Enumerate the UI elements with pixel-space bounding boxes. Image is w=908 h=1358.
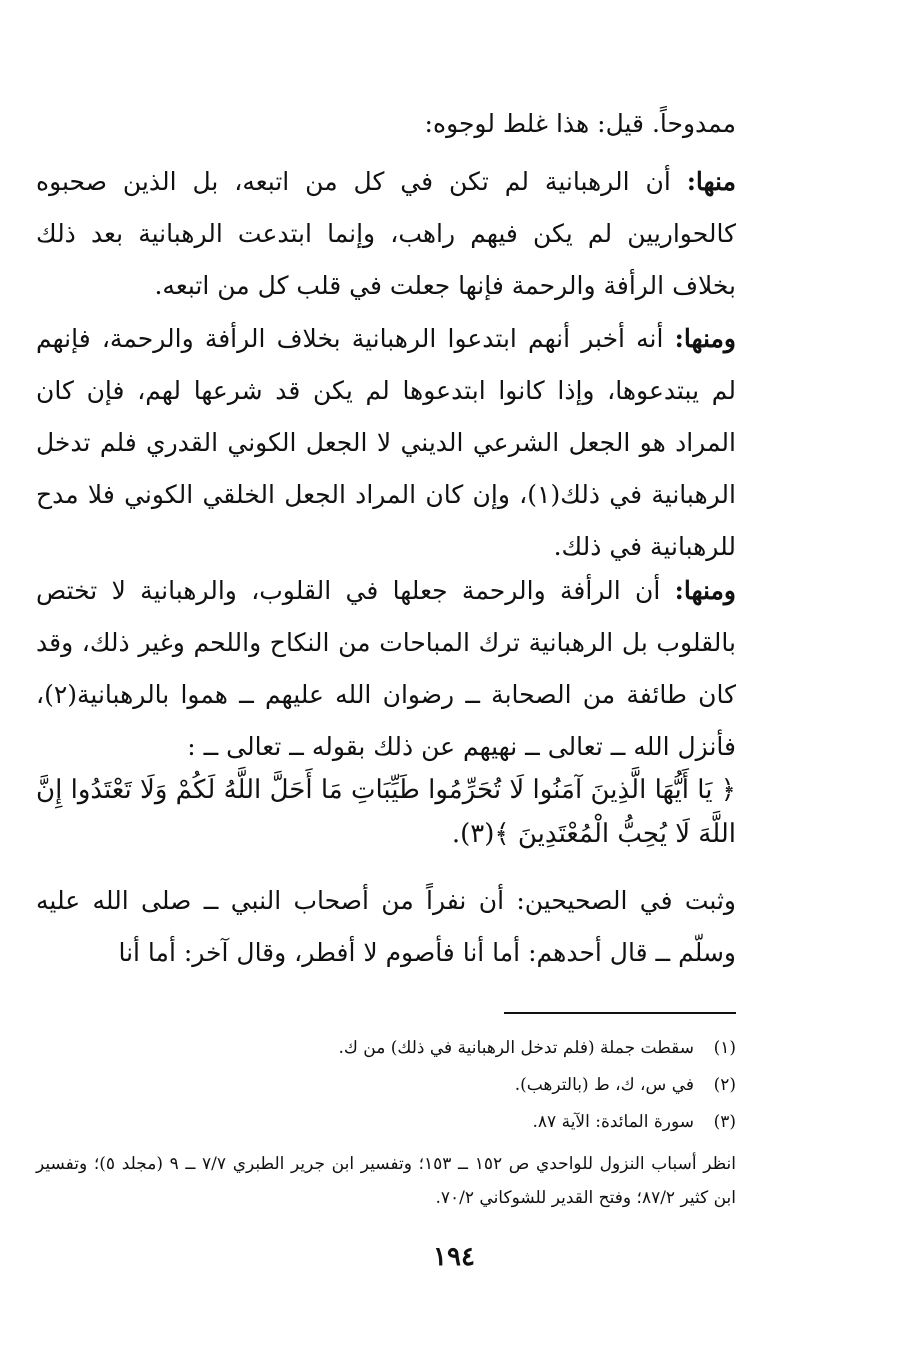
page-number: ١٩٤ [433,1242,475,1272]
footnote-text: سقطت جملة (فلم تدخل الرهبانية في ذلك) من ك. [338,1038,694,1058]
paragraph-point-1 [36,156,736,312]
paragraph-text: أن الرهبانية لم تكن في كل من اتبعه، بل الذين صحبوه كالحواريين لم يكن فيهم راهب، وإنما ابتدعت الرهبانية بعد ذلك بخلاف الرأفة والرحمة فإنها جعلت في قلب كل من اتبعه. [36,167,736,300]
paragraph-lead: منها: [686,167,736,196]
footnotes [36,1030,736,1215]
opening-line [36,98,736,150]
paragraph-point-2 [36,313,736,573]
paragraph-text: أنه أخبر أنهم ابتدعوا الرهبانية بخلاف الرأفة والرحمة، فإنهم لم يبتدعوها، وإذا كانوا ابتدعوها لم يكن قد شرعها لهم، فإن كان المراد هو الجعل الشرعي الديني لا الجعل الكوني القدري فلم تدخل الرهبانية في ذلك(١)، وإن كان المراد الجعل الخلقي الكوني فلا مدح للرهبانية في ذلك. [36,324,736,561]
footnote-divider [504,1012,736,1014]
paragraph-point-4 [36,875,736,979]
footnote-text: في س، ك، ط (بالترهب). [514,1075,694,1095]
paragraph-lead: ومنها: [674,576,736,605]
quran-verse-text: ﴿ يَا أَيُّهَا الَّذِينَ آمَنُوا لَا تُحَرِّمُوا طَيِّبَاتِ مَا أَحَلَّ اللَّهُ لَكُمْ وَلَا تَعْتَدُوا إِنَّ اللَّهَ لَا يُحِبُّ الْمُعْتَدِينَ ﴾(٣). [36,775,736,849]
footnote-2 [36,1067,736,1104]
footnote-3-continuation: انظر أسباب النزول للواحدي ص ١٥٢ ــ ١٥٣؛ وتفسير ابن جرير الطبري ٧/٧ ــ ٩ (مجلد ٥)؛ وتفسير ابن كثير ٨٧/٢؛ وفتح القدير للشوكاني ٧٠/٢. [36,1154,736,1208]
paragraph-lead: ومنها: [674,324,736,353]
footnote-text: سورة المائدة: الآية ٨٧. [532,1112,694,1132]
quran-verse [36,768,736,856]
opening-line-text: ممدوحاً. قيل: هذا غلط لوجوه: [424,109,736,138]
footnote-1 [36,1030,736,1067]
paragraph-text: أن الرأفة والرحمة جعلها في القلوب، والرهبانية لا تختص بالقلوب بل الرهبانية ترك المباحات من النكاح واللحم وغير ذلك، وقد كان طائفة من الصحابة ــ رضوان الله عليهم ــ هموا بالرهبانية(٢)، فأنزل الله ــ تعالى ــ نهيهم عن ذلك بقوله ــ تعالى ــ : [36,576,736,761]
footnote-number: (٢) [713,1075,736,1095]
footnote-3 [36,1104,736,1141]
paragraph-text: وثبت في الصحيحين: أن نفراً من أصحاب النبي ــ صلى الله عليه وسلّم ــ قال أحدهم: أما أنا فأصوم لا أفطر، وقال آخر: أما أنا [36,886,736,967]
footnote-number: (١) [713,1038,736,1058]
footnote-number: (٣) [713,1112,736,1132]
paragraph-point-3 [36,565,736,773]
